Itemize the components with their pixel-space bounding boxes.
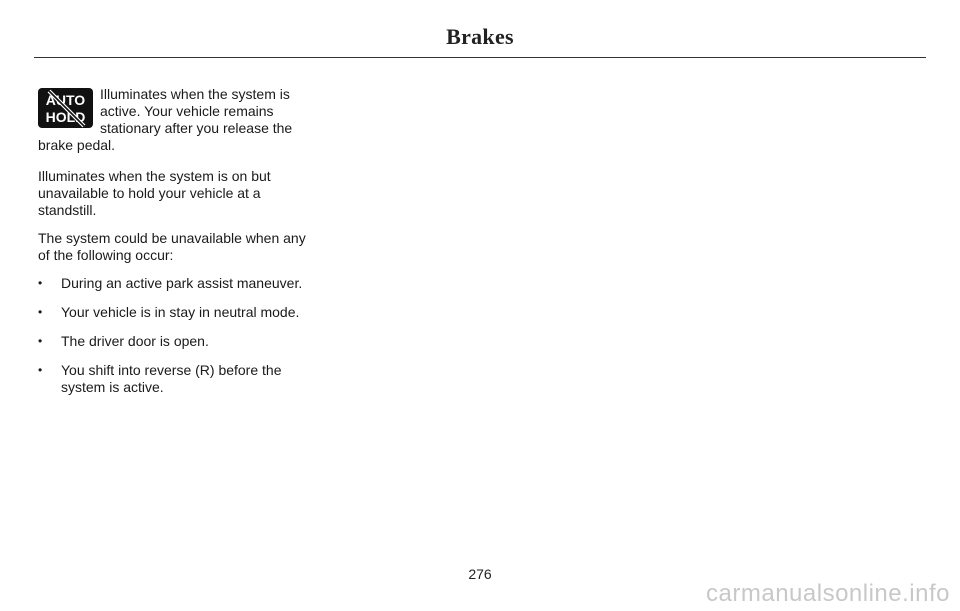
watermark: carmanualsonline.info [706,580,950,607]
unavailable-paragraph: Illuminates when the system is on but unavailable to hold your vehicle at a standstill. [38,168,271,218]
header-divider [34,57,926,58]
list-item: • Your vehicle is in stay in neutral mode. [38,304,320,321]
conditions-list [38,275,320,396]
main-column [38,86,320,408]
list-item: • The driver door is open. [38,333,320,350]
list-item: • During an active park assist maneuver. [38,275,320,292]
auto-hold-icon-line2: HOLD [45,109,86,125]
icon-container [38,88,93,128]
conditions-intro-paragraph: The system could be unavailable when any of the following occur: [38,230,306,263]
page-title: Brakes [446,24,514,49]
intro-paragraph: Illuminates when the system is active. Your vehicle remains stationary after you release the brake pedal. [38,86,293,153]
auto-hold-icon [38,88,93,128]
page-number: 276 [468,566,492,582]
list-item: • You shift into reverse (R) before the system is active. [38,362,320,396]
auto-hold-icon-line1: AUTO [45,92,86,108]
